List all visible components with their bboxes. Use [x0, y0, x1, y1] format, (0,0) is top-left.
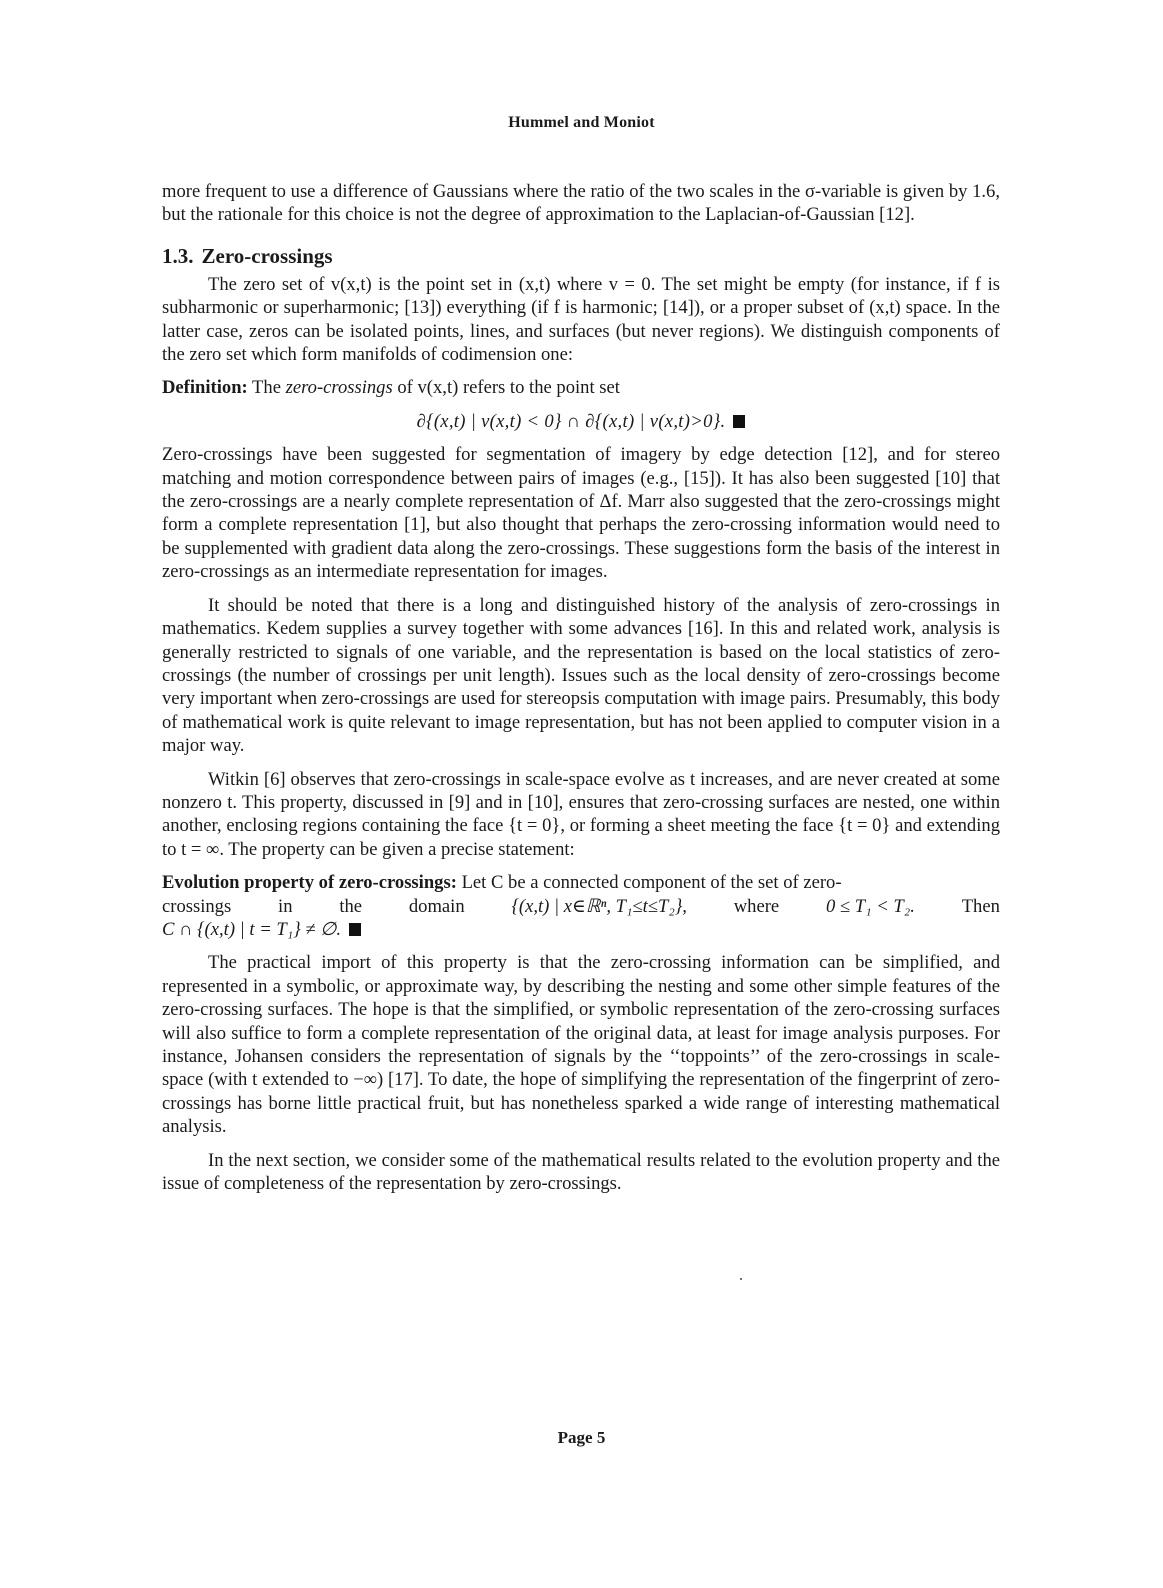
domain-word: the: [339, 895, 363, 917]
definition-label: Definition:: [162, 377, 248, 399]
evolution-conclusion: [162, 918, 1000, 941]
section-title: Zero-crossings: [201, 243, 333, 268]
conclusion-formula: C ∩ {(x,t) | t = T₁} ≠ ∅.: [162, 918, 342, 940]
paragraph-zero-set: The zero set of v(x,t) is the point set in (x,t) where v = 0. The set might be empty (for instance, if f is subharmonic or superharmonic; [13]) everything (if f is harmonic; [14]), or a proper subset of (x,t) space. In the latter case, zeros can be isolated points, lines, and surfaces (but never regions). We distinguish components of the zero set which form manifolds of codimension one:: [162, 273, 1000, 366]
page-number: Page 5: [557, 1428, 606, 1447]
qed-square-icon: [349, 923, 361, 936]
qed-square-icon: [733, 415, 745, 428]
domain-word: Then: [961, 895, 1000, 917]
paragraph-intro: more frequent to use a difference of Gaussians where the ratio of the two scales in the σ-variable is given by 1.6, but the rationale for this choice is not the degree of approximation to the Laplacian-of-Gaussian [12].: [162, 181, 1000, 226]
domain-word: where: [733, 895, 780, 917]
definition-text-after: of v(x,t) refers to the point set: [397, 377, 620, 399]
evolution-label: Evolution property of zero-crossings:: [162, 872, 457, 894]
domain-word: crossings: [162, 895, 232, 917]
section-number: 1.3.: [162, 243, 194, 268]
paragraph-witkin: Witkin [6] observes that zero-crossings in scale-space evolve as t increases, and are never created at some nonzero t. This property, discussed in [9] and in [10], ensures that zero-crossing surfaces are nested, one within another, enclosing regions containing the face {t = 0}, or forming a sheet meeting the face {t = 0} and extending to t = ∞. The property can be given a precise statement:: [162, 768, 1000, 860]
domain-set: {(x,t) | x∈ℝⁿ, T₁≤t≤T₂},: [511, 895, 687, 917]
formula-text: ∂{(x,t) | v(x,t) < 0} ∩ ∂{(x,t) | v(x,t)>0}.: [416, 410, 726, 432]
page-body: [162, 180, 1000, 1195]
paragraph-suggested: Zero-crossings have been suggested for segmentation of imagery by edge detection [12], and for stereo matching and motion correspondence between pairs of images (e.g., [15]). It has also been suggested [10] that the zero-crossings are a nearly complete representation of Δf. Marr also suggested that the zero-crossings might form a complete representation [1], but also thought that perhaps the zero-crossing information would need to be supplemented with gradient data along the zero-crossings. These suggestions form the basis of the interest in zero-crossings as an intermediate representation for images.: [162, 444, 1000, 583]
definition-term: zero-crossings: [285, 377, 393, 399]
definition-formula: [162, 410, 1000, 433]
domain-condition: 0 ≤ T₁ < T₂.: [825, 895, 915, 917]
evolution-property: [162, 871, 1000, 894]
section-heading: [162, 243, 1000, 269]
definition-text-before: The: [252, 377, 281, 399]
paragraph-next-section: In the next section, we consider some of the mathematical results related to the evolution property and the issue of completeness of the representation by zero-crossings.: [162, 1149, 1000, 1195]
paragraph-history: It should be noted that there is a long and distinguished history of the analysis of zero-crossings in mathematics. Kedem supplies a survey together with some advances [16]. In this and related work, analysis is generally restricted to signals of one variable, and the representation is based on the local statistics of zero-crossings (the number of crossings per unit length). Issues such as the local density of zero-crossings become very important when zero-crossings are used for stereopsis computation with image pairs. Presumably, this body of mathematical work is quite relevant to image representation, but has not been applied to computer vision in a major way.: [162, 594, 1000, 757]
evolution-domain-line: [162, 895, 1000, 918]
stray-mark: [740, 1278, 742, 1280]
evolution-text: Let C be a connected component of the set of zero-: [461, 872, 842, 894]
paragraph-practical: The practical import of this property is that the zero-crossing information can be simplified, and represented in a symbolic, or approximate way, by describing the nesting and some other simple features of the zero-crossing surfaces. The hope is that the simplified, or symbolic representation of the zero-crossing surfaces will also suffice to form a complete representation of the original data, at least for image analysis purposes. For instance, Johansen considers the representation of signals by the ‘‘toppoints’’ of the zero-crossings in scale-space (with t extended to −∞) [17]. To date, the hope of simplifying the representation of the fingerprint of zero-crossings has borne little practical fruit, but has nonetheless sparked a wide range of interesting mathematical analysis.: [162, 952, 1000, 1138]
domain-word: in: [278, 895, 293, 917]
domain-word: domain: [408, 895, 465, 917]
running-header: Hummel and Moniot: [508, 114, 655, 131]
definition: [162, 376, 1000, 399]
